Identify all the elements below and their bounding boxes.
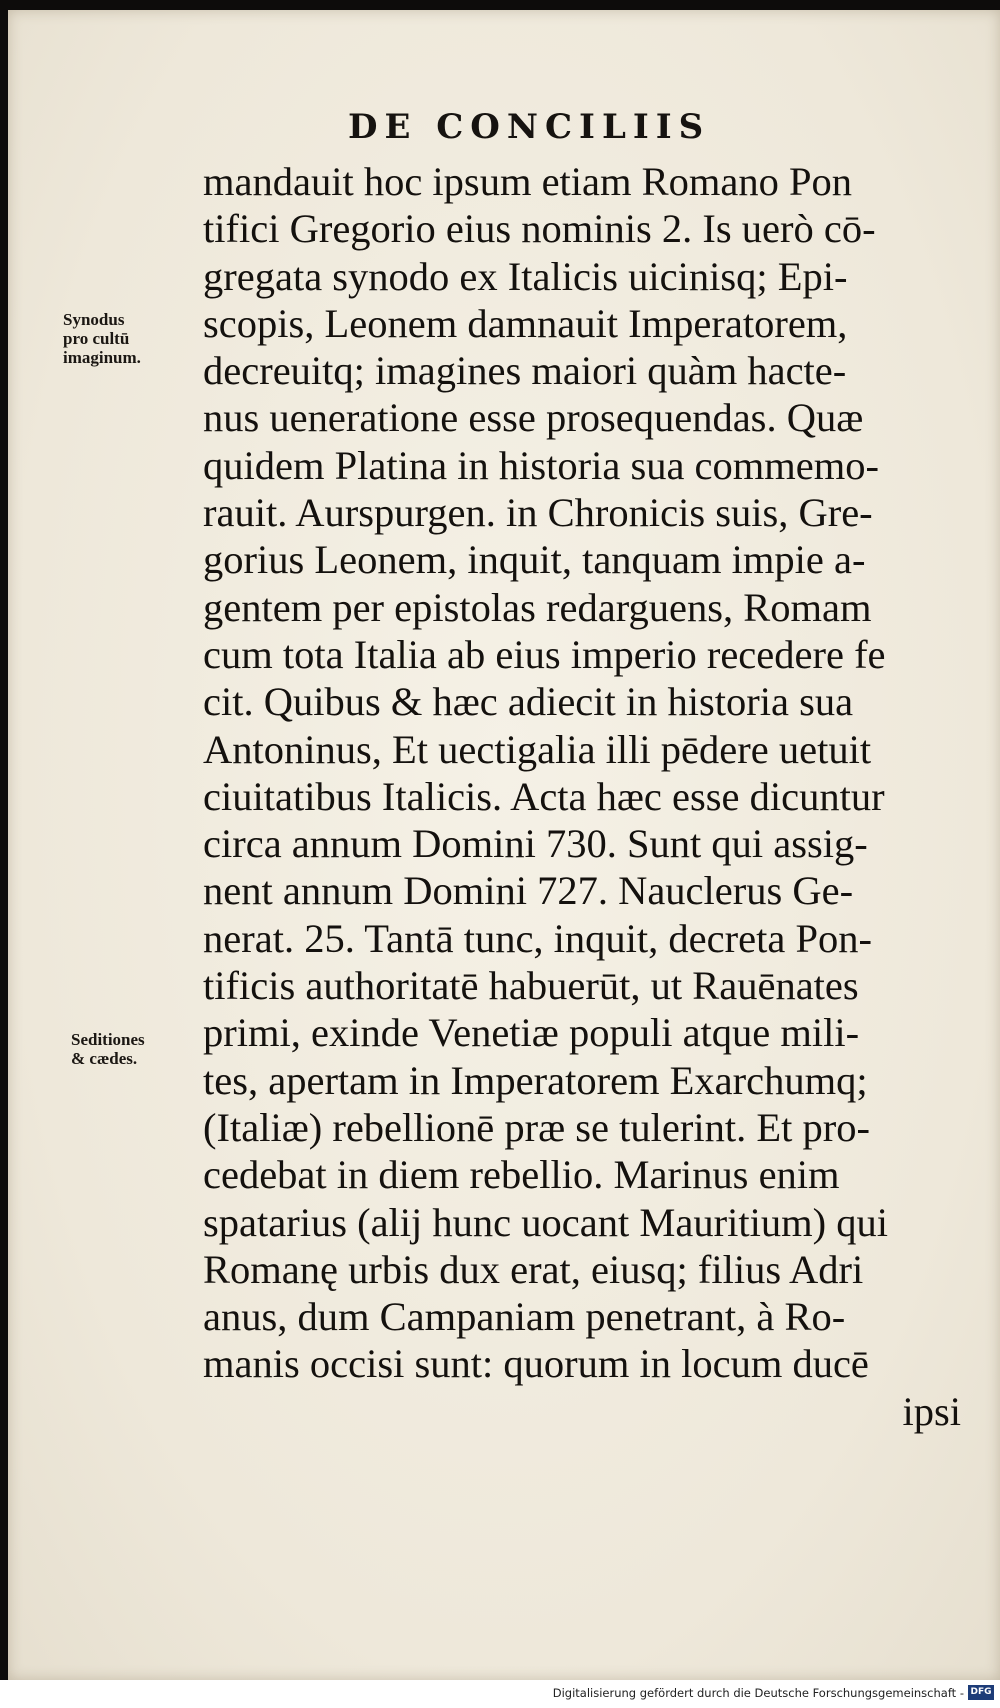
margin-note-line: pro cultū — [63, 329, 130, 348]
margin-note-line: Synodus — [63, 310, 125, 329]
text-line: spatarius (alij hunc uocant Mauritium) qui — [203, 1199, 888, 1245]
text-line: ciuitatibus Italicis. Acta hæc esse dicuntur — [203, 773, 885, 819]
text-line: cit. Quibus & hæc adiecit in historia sua — [203, 679, 854, 725]
text-line: primi, exinde Venetiæ populi atque mili- — [203, 1010, 860, 1056]
funding-notice: Digitalisierung gefördert durch die Deutsche Forschungsgemeinschaft - — [552, 1686, 964, 1700]
text-line: manis occisi sunt: quorum in locum ducē — [203, 1341, 869, 1387]
text-line: nerat. 25. Tantā tunc, inquit, decreta Pon- — [203, 915, 872, 961]
text-line: anus, dum Campaniam penetrant, à Ro- — [203, 1294, 846, 1340]
text-line: quidem Platina in historia sua commemo- — [203, 442, 880, 488]
text-line: scopis, Leonem damnauit Imperatorem, — [203, 300, 848, 346]
running-head: DE CONCILIIS — [348, 107, 711, 147]
body-text — [203, 158, 973, 1435]
text-line: tificis authoritatē habuerūt, ut Rauēnates — [203, 963, 859, 1009]
text-line: cedebat in diem rebellio. Marinus enim — [203, 1152, 840, 1198]
text-line: gentem per epistolas redarguens, Romam — [203, 584, 872, 630]
margin-note-line: imaginum. — [63, 348, 141, 367]
text-line: tifici Gregorio eius nominis 2. Is uerò cō- — [203, 206, 876, 252]
dfg-logo-icon: DFG — [968, 1685, 994, 1700]
text-line: Antoninus, Et uectigalia illi pēdere uetuit — [203, 726, 872, 772]
text-line: rauit. Aurspurgen. in Chronicis suis, Gre- — [203, 490, 873, 536]
text-line: gregata synodo ex Italicis uicinisq; Epi- — [203, 253, 848, 299]
text-line: nus ueneratione esse prosequendas. Quæ — [203, 395, 864, 441]
text-line: gorius Leonem, inquit, tanquam impie a- — [203, 537, 866, 583]
digitization-footer — [0, 1680, 1000, 1708]
margin-note-line: & cædes. — [71, 1049, 138, 1068]
margin-note-seditions — [71, 1030, 145, 1068]
margin-note-synod — [63, 310, 141, 367]
catchword: ipsi — [902, 1388, 961, 1434]
text-line: tes, apertam in Imperatorem Exarchumq; — [203, 1057, 868, 1103]
text-line: (Italiæ) rebellionē præ se tulerint. Et pro- — [203, 1104, 870, 1150]
text-line: nent annum Domini 727. Nauclerus Ge- — [203, 868, 854, 914]
text-line: mandauit hoc ipsum etiam Romano Pon — [203, 159, 853, 204]
text-line: Romanę urbis dux erat, eiusq; filius Adri — [203, 1246, 864, 1292]
margin-note-line: Seditiones — [71, 1030, 145, 1049]
text-line: circa annum Domini 730. Sunt qui assig- — [203, 821, 868, 867]
text-line: cum tota Italia ab eius imperio recedere fe — [203, 631, 886, 677]
book-page — [8, 10, 1000, 1680]
text-line: decreuitq; imagines maiori quàm hacte- — [203, 348, 847, 394]
